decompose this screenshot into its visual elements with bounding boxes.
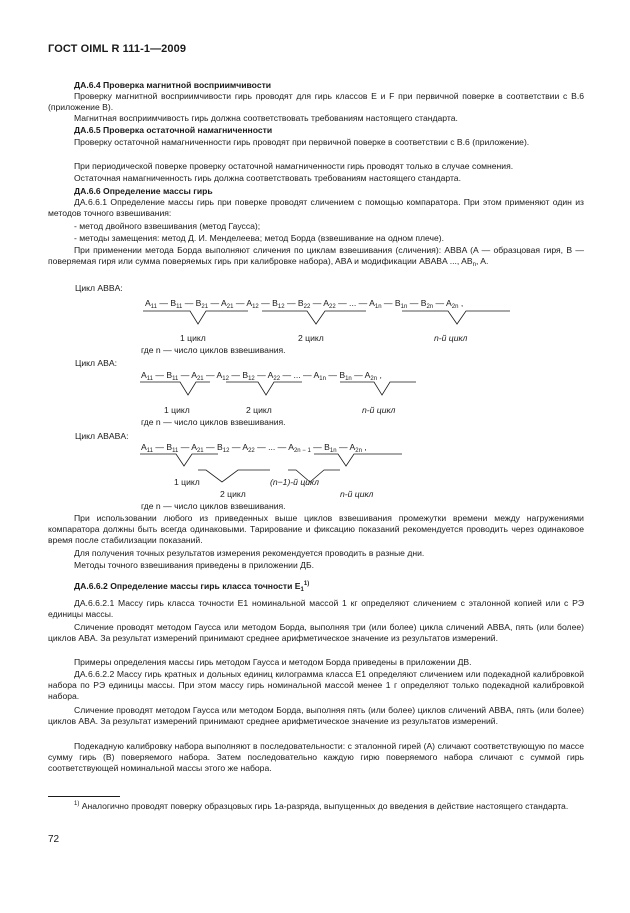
cycle-ababa-title: Цикл ABABA: xyxy=(75,431,129,441)
footnote-divider xyxy=(48,796,120,797)
paragraph: ДА.6.6.2.2 Массу гирь кратных и дольных единиц килограмма класса E1 определяют сличением или подекадной калибровкой набора по РЭ единицы массы. При этом массу гирь номинальной массой менее 1 г определяют только подекадной калибровкой набора. xyxy=(48,669,584,701)
paragraph: Подекадную калибровку набора выполняют в последовательности: с эталонной гирей (A) сличают соответствующую по массе сумму гирь (B) поверяемого набора. Затем последовательно каждую гирю поверяемого набора сличают с суммой гирь соответствующей номинальной массы этого же набора. xyxy=(48,741,584,773)
cycle-label-n: n-й цикл xyxy=(434,333,468,343)
cycle-label-2: 2 цикл xyxy=(220,489,246,499)
section-heading-da662: ДА.6.6.2 Определение массы гирь класса точности $E_1^{1)}$ xyxy=(74,581,310,593)
paragraph: Проверку остаточной намагниченности гирь проводят при первичной поверке в соответствии с B.6 (приложение). xyxy=(74,137,530,147)
document-header: ГОСТ OIML R 111-1—2009 xyxy=(48,43,187,55)
cycle-label-n: n-й цикл xyxy=(362,405,396,415)
list-item: - метод двойного взвешивания (метод Гаусса); xyxy=(74,221,261,231)
footnote-text: Аналогично проводят поверку образцовых гирь 1а-разряда, выпущенных до введения в действие настоящего стандарта. xyxy=(81,801,569,811)
cycle-abba-title: Цикл ABBA: xyxy=(75,283,123,293)
cycle-label-2: 2 цикл xyxy=(298,333,324,343)
paragraph: Остаточная намагниченность гирь должна соответствовать требованиям настоящего стандарта. xyxy=(74,173,461,183)
paragraph: Для получения точных результатов измерения рекомендуется проводить в разные дни. xyxy=(74,548,425,558)
cycle-label-1: 1 цикл xyxy=(164,405,190,415)
section-heading-da65: ДА.6.5 Проверка остаточной намагниченности xyxy=(74,125,273,135)
where-n-note: где n — число циклов взвешивания. xyxy=(141,501,286,511)
where-n-note: где n — число циклов взвешивания. xyxy=(141,417,286,427)
paragraph: Магнитная восприимчивость гирь должна соответствовать требованиям настоящего стандарта. xyxy=(74,113,458,123)
paragraph: Сличение проводят методом Гаусса или методом Борда, выполняя пять (или более) циклов сличений ABBA, пять (или более) циклов ABA. За результат измерений принимают среднее арифметическое значение из результатов измерений. xyxy=(48,705,584,726)
section-heading-da66: ДА.6.6 Определение массы гирь xyxy=(74,186,213,196)
cycle-aba-formula: $A_{11}$ — $B_{11}$ — $A_{21}$ — $A_{12}$ — $B_{12}$ — $A_{22}$ — ... — $A_{1n}$ — $B_{1n}$ — $A_{2n}$ , xyxy=(141,370,382,382)
paragraph: При периодической поверке проверку остаточной намагниченности гирь проводят только в случае сомнения. xyxy=(74,161,514,171)
paragraph-text: При применении метода Борда выполняют сличения по циклам взвешивания (сличения): ABBA (A — образцовая гиря, B — поверяемая гиря или сумма поверяемых гирь при калибровке набора), ABA и модификации ABABA ..., AB xyxy=(48,245,584,266)
paragraph: При применении метода Борда выполняют сличения по циклам взвешивания (сличения): ABBA (A — образцовая гиря, B — поверяемая гиря или сумма поверяемых гирь при калибровке набора), ABA и модификации ABABA ..., $AB_n$, A. xyxy=(48,245,584,268)
page-number: 72 xyxy=(48,834,60,845)
paragraph: Методы точного взвешивания приведены в приложении ДБ. xyxy=(74,560,314,570)
cycle-aba-title: Цикл ABA: xyxy=(75,358,117,368)
cycle-label-1: 1 цикл xyxy=(174,477,200,487)
cycle-label-1: 1 цикл xyxy=(180,333,206,343)
where-n-note: где n — число циклов взвешивания. xyxy=(141,345,286,355)
list-item: - методы замещения: метод Д. И. Менделеева; метод Борда (взвешивание на одном плече). xyxy=(74,233,445,243)
paragraph: ДА.6.6.2.1 Массу гирь класса точности E1 номинальной массой 1 кг определяют сличением с эталонной копией или с РЭ единицы массы. xyxy=(48,598,584,619)
cycle-label-n-1: (n−1)-й цикл xyxy=(270,477,319,487)
cycle-label-2: 2 цикл xyxy=(246,405,272,415)
footnote: $^{1)}$ Аналогично проводят поверку образцовых гирь 1а-разряда, выпущенных до введения в действие настоящего стандарта. xyxy=(74,801,569,811)
paragraph: ДА.6.6.1 Определение массы гирь при поверке проводят сличением с помощью компаратора. При этом применяют один из методов точного взвешивания: xyxy=(48,197,584,218)
section-heading-da64: ДА.6.4 Проверка магнитной восприимчивости xyxy=(74,80,272,90)
cycle-label-n: n-й цикл xyxy=(340,489,374,499)
heading-text: ДА.6.6.2 Определение массы гирь класса точности E xyxy=(74,581,301,591)
cycle-ababa-formula: $A_{11}$ — $B_{11}$ — $A_{21}$ — $B_{12}$ — $A_{22}$ — ... — $A_{2n - 1}$ — $B_{1n}$ — $A_{2n}$ , xyxy=(141,442,367,454)
paragraph: Проверку магнитной восприимчивости гирь проводят для гирь классов E и F при первичной поверке в соответствии с B.6 (приложение B). xyxy=(48,91,584,112)
paragraph: Примеры определения массы гирь методом Гаусса и методом Борда приведены в приложении ДВ. xyxy=(74,657,472,667)
paragraph: Сличение проводят методом Гаусса или методом Борда, выполняя три (или более) цикла сличений ABBA, пять (или более) циклов ABA. За результат измерений принимают среднее арифметическое значение из результатов измерений. xyxy=(48,622,584,643)
cycle-abba-formula: $A_{11}$ — $B_{11}$ — $B_{21}$ — $A_{21}$ — $A_{12}$ — $B_{12}$ — $B_{22}$ — $A_{22}$ — ... — $A_{1n}$ — $B_{1n}$ — $B_{2n}$ — $A_{2n}$ , xyxy=(145,298,464,310)
paragraph: При использовании любого из приведенных выше циклов взвешивания промежутки времени между нагружениями компаратора должны быть всегда одинаковыми. Тарирование и фиксацию показаний рекомендуется проводить через одинаковое время после стабилизации показаний. xyxy=(48,513,584,545)
